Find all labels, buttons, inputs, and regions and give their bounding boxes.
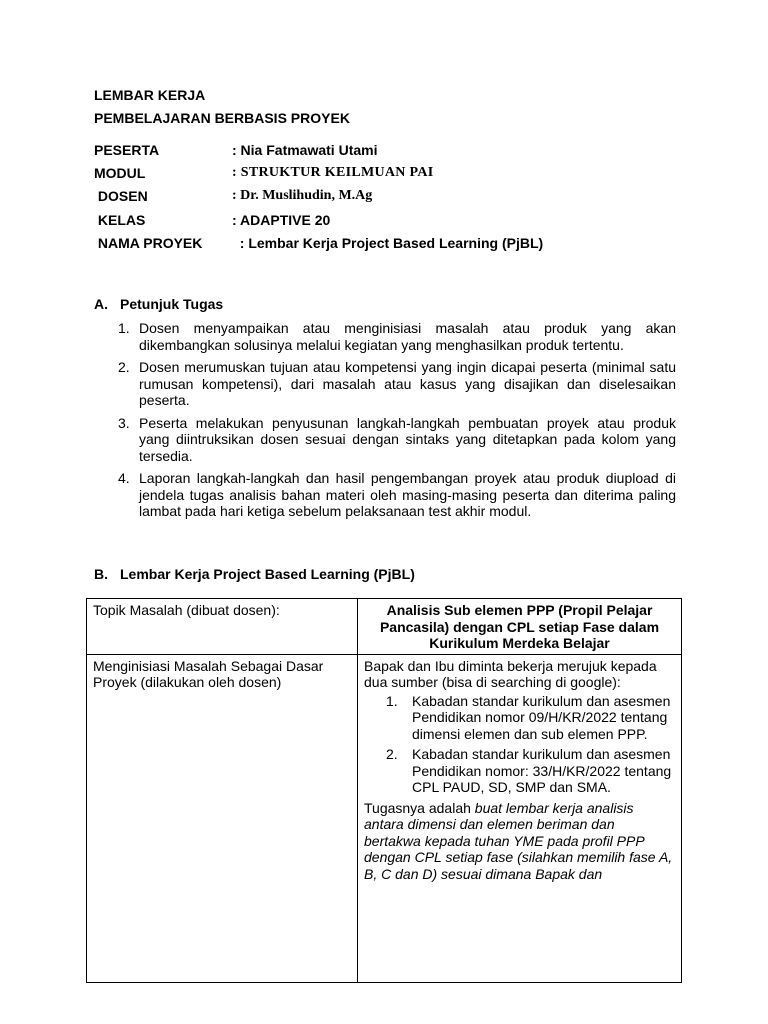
field-label-dosen: DOSEN	[94, 188, 148, 204]
section-b-letter: B.	[94, 566, 108, 582]
initiation-label-cell: Menginisiasi Masalah Sebagai Dasar Proyek (dilakukan oleh dosen)	[87, 654, 358, 982]
list-item-text: Laporan langkah-langkah dan hasil pengembangan proyek atau produk diupload di jendela tugas analisis bahan materi oleh masing-masing peserta dan diterima paling lambat pada hari ketiga sebelum pelaksanaan test akhir modul.	[139, 470, 676, 519]
section-b-heading	[94, 565, 415, 583]
list-item-text: Kabadan standar kurikulum dan asesmen Pendidikan nomor 09/H/KR/2022 tentang dimensi elemen dan sub elemen PPP.	[412, 692, 671, 742]
section-a-letter: A.	[94, 296, 108, 312]
task-description	[364, 800, 675, 883]
table-row	[87, 599, 682, 655]
list-item-text: Kabadan standar kurikulum dan asesmen Pendidikan nomor: 33/H/KR/2022 tentang CPL PAUD, SD, SMP dan SMA.	[412, 746, 672, 795]
initiation-intro: Bapak dan Ibu diminta bekerja merujuk kepada dua sumber (bisa di searching di google):	[364, 657, 657, 690]
list-item	[118, 320, 676, 353]
section-a-heading	[94, 295, 223, 313]
section-b-title: Lembar Kerja Project Based Learning (PjBL)	[120, 566, 415, 582]
topic-value-cell: Analisis Sub elemen PPP (Propil Pelajar Pancasila) dengan CPL setiap Fase dalam Kurikulum Merdeka Belajar	[358, 599, 682, 655]
source-list	[364, 693, 675, 796]
initiation-value-cell	[358, 654, 682, 982]
field-value-kelas: : ADAPTIVE 20	[232, 212, 331, 228]
list-item-number: 1.	[386, 692, 398, 709]
list-item	[118, 415, 676, 465]
list-item-number: 2.	[118, 359, 130, 375]
section-a-title: Petunjuk Tugas	[120, 296, 224, 312]
table-row	[87, 654, 682, 982]
field-label-nama-proyek: NAMA PROYEK	[94, 235, 203, 251]
list-item-number: 2.	[386, 746, 398, 762]
field-value-peserta: : Nia Fatmawati Utami	[232, 142, 378, 158]
field-value-dosen: : Dr. Muslihudin, M.Ag	[232, 188, 373, 203]
list-item-text: Dosen menyampaikan atau menginisiasi masalah atau produk yang akan dikembangkan solusinya melalui kegiatan yang menghasilkan produk tertentu.	[139, 320, 676, 353]
list-item	[118, 470, 676, 520]
list-item	[364, 693, 675, 743]
list-item-number: 3.	[118, 414, 130, 431]
task-prefix: Tugasnya adalah	[364, 799, 475, 816]
list-item-text: Peserta melakukan penyusunan langkah-langkah pembuatan proyek atau produk yang diintruksikan dosen sesuai dengan sintaks yang ditetapkan pada kolom yang tersedia.	[139, 414, 676, 464]
doc-title: LEMBAR KERJA	[94, 87, 206, 103]
field-label-kelas: KELAS	[94, 212, 146, 228]
instruction-list	[118, 320, 676, 526]
doc-subtitle: PEMBELAJARAN BERBASIS PROYEK	[94, 110, 350, 126]
pjbl-table	[86, 598, 682, 983]
topic-label-cell: Topik Masalah (dibuat dosen):	[87, 599, 358, 655]
list-item-text: Dosen merumuskan tujuan atau kompetensi yang ingin dicapai peserta (minimal satu rumusan kompetensi), dari masalah atau kasus yang disajikan dan diselesaikan peserta.	[139, 359, 676, 408]
field-label-modul: MODUL	[94, 165, 146, 181]
task-italic-text: buat lembar kerja analisis antara dimensi dan elemen beriman dan bertakwa kepada tuhan YME pada profil PPP dengan CPL setiap fase (silahkan memilih fase A, B, C dan D) sesuai dimana Bapak dan	[364, 799, 673, 882]
list-item	[364, 746, 675, 796]
field-label-peserta: PESERTA	[94, 142, 160, 158]
field-value-modul: : STRUKTUR KEILMUAN PAI	[232, 165, 434, 180]
list-item-number: 1.	[118, 320, 130, 336]
list-item	[118, 359, 676, 409]
field-value-nama-proyek: : Lembar Kerja Project Based Learning (PjBL)	[232, 235, 544, 251]
list-item-number: 4.	[118, 470, 130, 486]
